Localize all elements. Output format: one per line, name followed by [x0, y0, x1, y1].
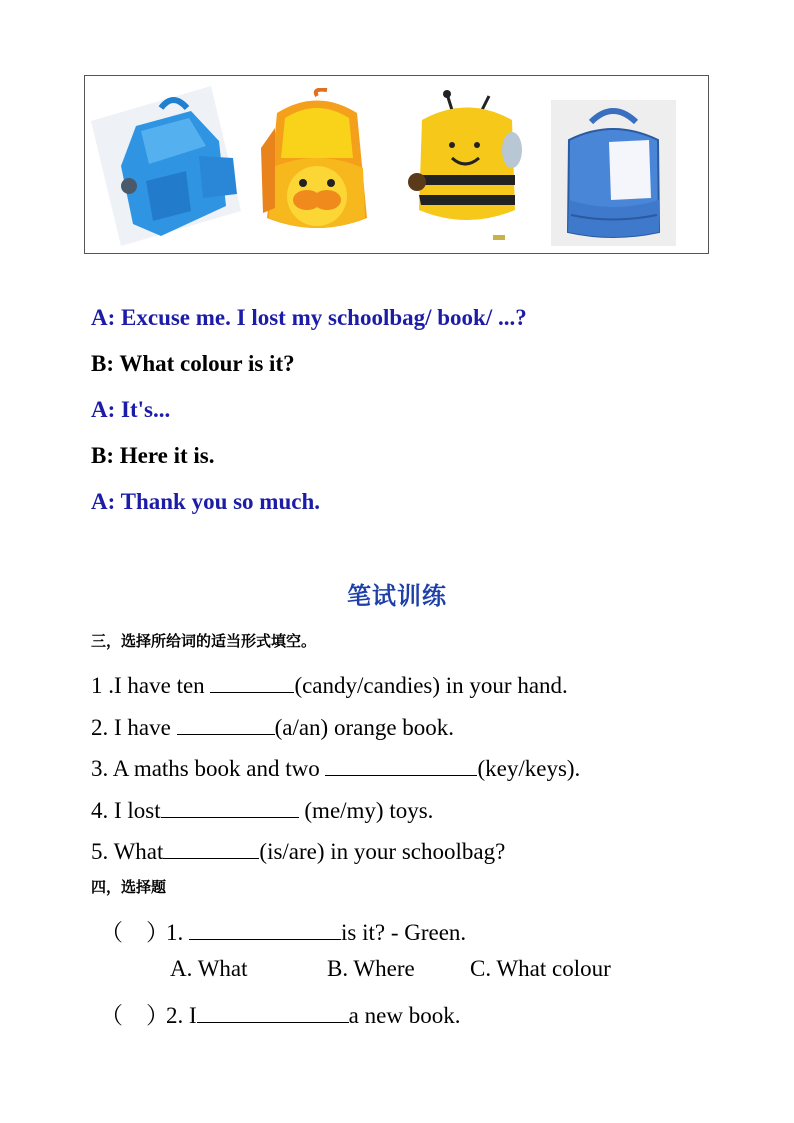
part4-heading: 四，选择题: [91, 878, 167, 896]
section-title: 笔试训练: [347, 582, 447, 610]
fill-in-blank-list: [91, 668, 580, 876]
q3-text-before: 3. A maths book and two: [91, 756, 326, 781]
q4-text-after: (me/my) toys.: [298, 797, 434, 823]
mc-q2-blank: [197, 1000, 349, 1023]
mc-q2-answer-parentheses[interactable]: （ ）: [100, 1003, 169, 1028]
bee-backpack-image: [397, 90, 527, 240]
mc-q1-text-after: is it? - Green.: [341, 920, 467, 945]
fill-question-5: [91, 834, 580, 876]
fill-question-4: [91, 793, 580, 835]
q2-answer-blank[interactable]: [177, 712, 275, 735]
q1-text-before: 1 .I have ten: [91, 673, 211, 698]
q2-text-before: 2. I have: [91, 714, 177, 740]
q3-answer-blank[interactable]: [325, 753, 477, 776]
dialogue-line-5: A: Thank you so much.: [91, 489, 321, 514]
q2-text-after: (a/an) orange book.: [274, 714, 455, 740]
mc-q1-answer-parentheses[interactable]: （ ）: [100, 920, 169, 945]
q5-text-before: 5. What: [91, 839, 164, 864]
q3-text-after: (key/keys).: [477, 756, 581, 781]
fill-question-1: [91, 668, 580, 710]
mc-q1-option-a[interactable]: A. What: [170, 956, 248, 981]
mc-q1-option-c[interactable]: C. What colour: [470, 956, 611, 981]
dialogue-line-1: A: Excuse me. I lost my schoolbag/ book/ ...?: [91, 305, 527, 330]
blue-white-backpack-image: [551, 100, 676, 246]
mc-q1-text-before: 1.: [166, 920, 189, 945]
q4-text-before: 4. I lost: [91, 797, 161, 823]
mc-q2-text-after: a new book.: [348, 1003, 461, 1028]
backpack-images-box: [84, 75, 709, 254]
dialogue-line-2: B: What colour is it?: [91, 351, 295, 376]
dialogue: [91, 300, 527, 530]
dialogue-line-3: A: It's...: [91, 397, 171, 422]
q5-text-after: (is/are) in your schoolbag?: [259, 839, 506, 864]
fill-question-2: [91, 710, 580, 752]
mc-q1-blank: [189, 917, 341, 940]
q5-answer-blank[interactable]: [163, 836, 259, 859]
dialogue-line-4: B: Here it is.: [91, 443, 215, 468]
q4-answer-blank[interactable]: [161, 795, 299, 818]
q1-text-after: (candy/candies) in your hand.: [294, 673, 568, 698]
fill-question-3: [91, 751, 580, 793]
mc-question-1: [100, 914, 466, 947]
part3-heading: 三，选择所给词的适当形式填空。: [91, 632, 317, 650]
blue-backpack-image: [91, 86, 241, 246]
mc-q2-text-before: 2. I: [166, 1003, 197, 1028]
mc-q1-option-b[interactable]: B. Where: [327, 956, 415, 981]
mc-question-2: [100, 997, 460, 1030]
q1-answer-blank[interactable]: [210, 670, 294, 693]
duck-backpack-image: [257, 88, 377, 248]
